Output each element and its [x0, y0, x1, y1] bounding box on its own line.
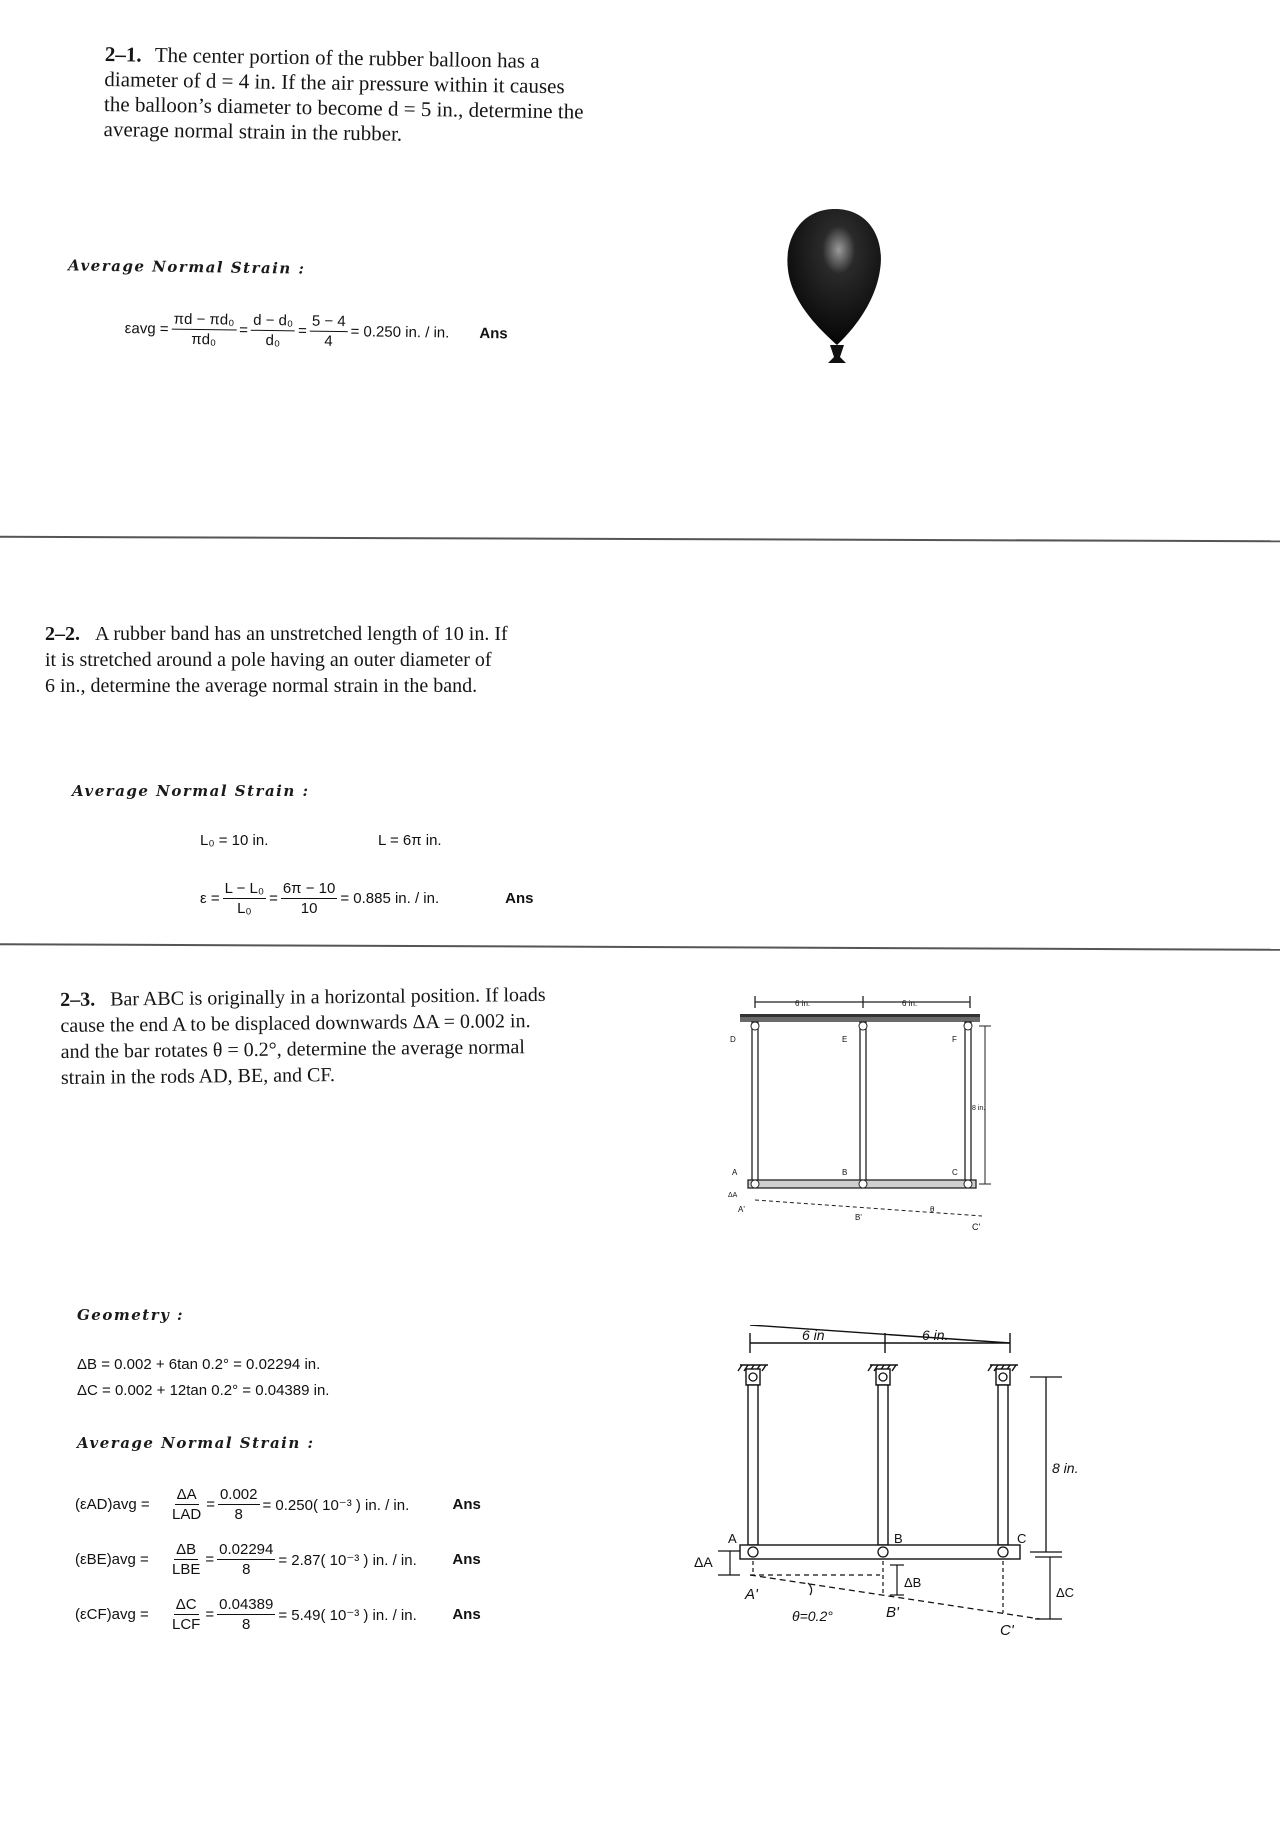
deflection-sketch [690, 1325, 1090, 1655]
fraction [251, 312, 296, 350]
delta-label: ΔC [1056, 1585, 1075, 1600]
rod-cf [998, 1385, 1008, 1545]
numerator: d − d₀ [251, 312, 295, 332]
answer-marker: Ans [452, 1496, 481, 1513]
numerator: 0.02294 [219, 1541, 274, 1558]
delta-label: ΔA [694, 1554, 713, 1570]
problem-2-2-text [45, 621, 665, 699]
point-label: C [1017, 1531, 1027, 1546]
point-label: D [730, 1035, 736, 1044]
geometry-heading: Geometry : [77, 1306, 185, 1324]
answer-marker: Ans [452, 1551, 481, 1568]
point-label: C [952, 1168, 958, 1177]
delta-label: ΔB [904, 1575, 922, 1590]
fraction [217, 1596, 275, 1633]
point-label: A' [738, 1205, 745, 1214]
equation-band-strain: ε = $\frac{\text{L − L₀}}{\text{L₀}}$ = $\frac{6\pi - 10}{10}$ = 0.885 in. / in. Ans [200, 880, 534, 917]
numerator: ΔA [176, 1486, 197, 1503]
answer-marker: Ans [452, 1606, 481, 1623]
fraction [310, 313, 348, 351]
eq-lhs: (εBE)avg = [75, 1551, 149, 1568]
problem-line: the balloon’s diameter to become d = 5 in., determine the [103, 91, 584, 124]
point-label: B' [855, 1213, 862, 1222]
rod-ad [752, 1022, 758, 1182]
fraction [170, 1596, 202, 1633]
geometry-delta-c: ΔC = 0.002 + 12tan 0.2° = 0.04389 in. [77, 1382, 330, 1399]
numerator: ΔC [175, 1596, 197, 1613]
dimension-label: 6 in. [902, 999, 918, 1008]
point-label: F [952, 1035, 957, 1044]
dimension-label: 6 in. [795, 999, 811, 1008]
balloon-illustration [780, 205, 890, 365]
equation-strain-ad: (εAD)avg = $\frac{\Delta A}{\text{LAD}}$ = $\frac{0.002}{8}$ = 0.250( 10⁻³ ) in. / in. Ans [75, 1486, 481, 1523]
denominator: LBE [172, 1561, 201, 1578]
denominator: d₀ [265, 331, 281, 350]
answer-marker: Ans [479, 324, 508, 343]
denominator: 8 [234, 1506, 243, 1523]
numerator: 0.04389 [219, 1596, 274, 1613]
eq-lhs: εavg = [124, 319, 169, 338]
eq-result: = 2.87( 10⁻³ ) in. / in. [278, 1551, 417, 1569]
dimension-label: 6 in [802, 1327, 825, 1343]
dimension-label: 6 in. [922, 1327, 949, 1343]
eq-result: = 0.885 in. / in. [340, 890, 440, 907]
rod-ad [748, 1385, 758, 1545]
given-l: L = 6π in. [378, 832, 442, 849]
theta-label: θ [930, 1205, 935, 1214]
section-heading: Average Normal Strain : [77, 1434, 315, 1452]
eq-lhs: (εCF)avg = [75, 1606, 149, 1623]
denominator: L₀ [237, 900, 252, 917]
point-label: E [842, 1035, 848, 1044]
denominator: 4 [324, 332, 333, 350]
problem-2-1-text [103, 42, 714, 152]
point-label: A [732, 1168, 738, 1177]
denominator: 10 [300, 900, 318, 917]
problem-line: 6 in., determine the average normal strain in the band. [45, 675, 478, 697]
eq-result: = 5.49( 10⁻³ ) in. / in. [278, 1606, 417, 1624]
point-label: B' [886, 1604, 899, 1621]
problem-line: cause the end A to be displaced downwards ΔA = 0.002 in. [60, 1010, 531, 1037]
fraction [170, 1541, 202, 1578]
section-divider [0, 943, 1280, 951]
problem-line: it is stretched around a pole having an outer diameter of [45, 649, 492, 671]
point-label: A [728, 1531, 737, 1546]
numerator: 0.002 [219, 1486, 258, 1503]
given-l0: L₀ = 10 in. [200, 832, 269, 849]
rod-be [878, 1385, 888, 1545]
equation-strain-cf: (εCF)avg = $\frac{\Delta C}{\text{LCF}}$ = $\frac{0.04389}{8}$ = 5.49( 10⁻³ ) in. / in. Ans [75, 1596, 481, 1633]
fraction [171, 311, 236, 349]
equation-strain-be: (εBE)avg = $\frac{\Delta B}{\text{LBE}}$ = $\frac{0.02294}{8}$ = 2.87( 10⁻³ ) in. / in. Ans [75, 1541, 481, 1578]
point-label: C' [972, 1222, 981, 1232]
bar-abc-figure [720, 990, 1010, 1240]
problem-line: diameter of d = 4 in. If the air pressure within it causes [104, 66, 565, 99]
denominator: 8 [242, 1616, 251, 1633]
numerator: 5 − 4 [310, 313, 348, 333]
numerator: L − L₀ [224, 880, 265, 897]
balloon-body [787, 209, 881, 345]
fraction [223, 880, 266, 917]
problem-number: 2–1. [104, 42, 142, 67]
geometry-delta-b: ΔB = 0.002 + 6tan 0.2° = 0.02294 in. [77, 1356, 321, 1373]
eq-lhs: (εAD)avg = [75, 1496, 150, 1513]
fraction [218, 1486, 260, 1523]
rod-cf [965, 1022, 971, 1182]
balloon-knot [828, 345, 846, 363]
point-label: B [842, 1168, 848, 1177]
answer-marker: Ans [505, 890, 534, 907]
problem-line: average normal strain in the rubber. [103, 116, 403, 146]
problem-line: Bar ABC is originally in a horizontal position. If loads [110, 983, 546, 1011]
numerator: πd − πd₀ [172, 311, 237, 331]
point-label: A' [745, 1586, 758, 1603]
eq-result: = 0.250 in. / in. [350, 323, 450, 342]
rod-be [860, 1022, 866, 1182]
fraction [281, 880, 337, 917]
section-divider [0, 536, 1280, 542]
denominator: 8 [242, 1561, 251, 1578]
denominator: LCF [172, 1616, 201, 1633]
dimension-label: 8 in. [1052, 1460, 1079, 1476]
section-heading: Average Normal Strain : [67, 256, 306, 278]
problem-line: and the bar rotates θ = 0.2°, determine the average normal [60, 1036, 526, 1063]
problem-line: strain in the rods AD, BE, and CF. [60, 1064, 336, 1089]
denominator: πd₀ [191, 330, 217, 349]
problem-2-3-text [60, 981, 661, 1091]
numerator: 6π − 10 [282, 880, 336, 897]
dimension-label: 8 in. [972, 1105, 986, 1112]
problem-line: A rubber band has an unstretched length of 10 in. If [95, 623, 508, 645]
point-label: B [894, 1531, 903, 1546]
section-heading: Average Normal Strain : [72, 782, 310, 800]
point-label: C' [1000, 1622, 1014, 1639]
fraction [217, 1541, 275, 1578]
equation-balloon-strain: εavg = $\frac{\text{πd − πd₀}}{\text{πd₀}}$ = $\frac{\text{d − d₀}}{\text{d₀}}$ = $\frac{5 - 4}{4}$ = 0.250 in. / in. Ans [124, 310, 508, 350]
numerator: ΔB [176, 1541, 197, 1558]
problem-number: 2–2. [45, 623, 80, 645]
fraction [170, 1486, 203, 1523]
problem-number: 2–3. [60, 988, 96, 1011]
delta-label: ΔA [728, 1192, 738, 1199]
eq-lhs: ε = [200, 890, 220, 907]
theta-label: θ=0.2° [792, 1608, 833, 1624]
eq-result: = 0.250( 10⁻³ ) in. / in. [262, 1496, 410, 1514]
problem-line: The center portion of the rubber balloon has a [154, 42, 540, 73]
denominator: LAD [172, 1506, 202, 1523]
